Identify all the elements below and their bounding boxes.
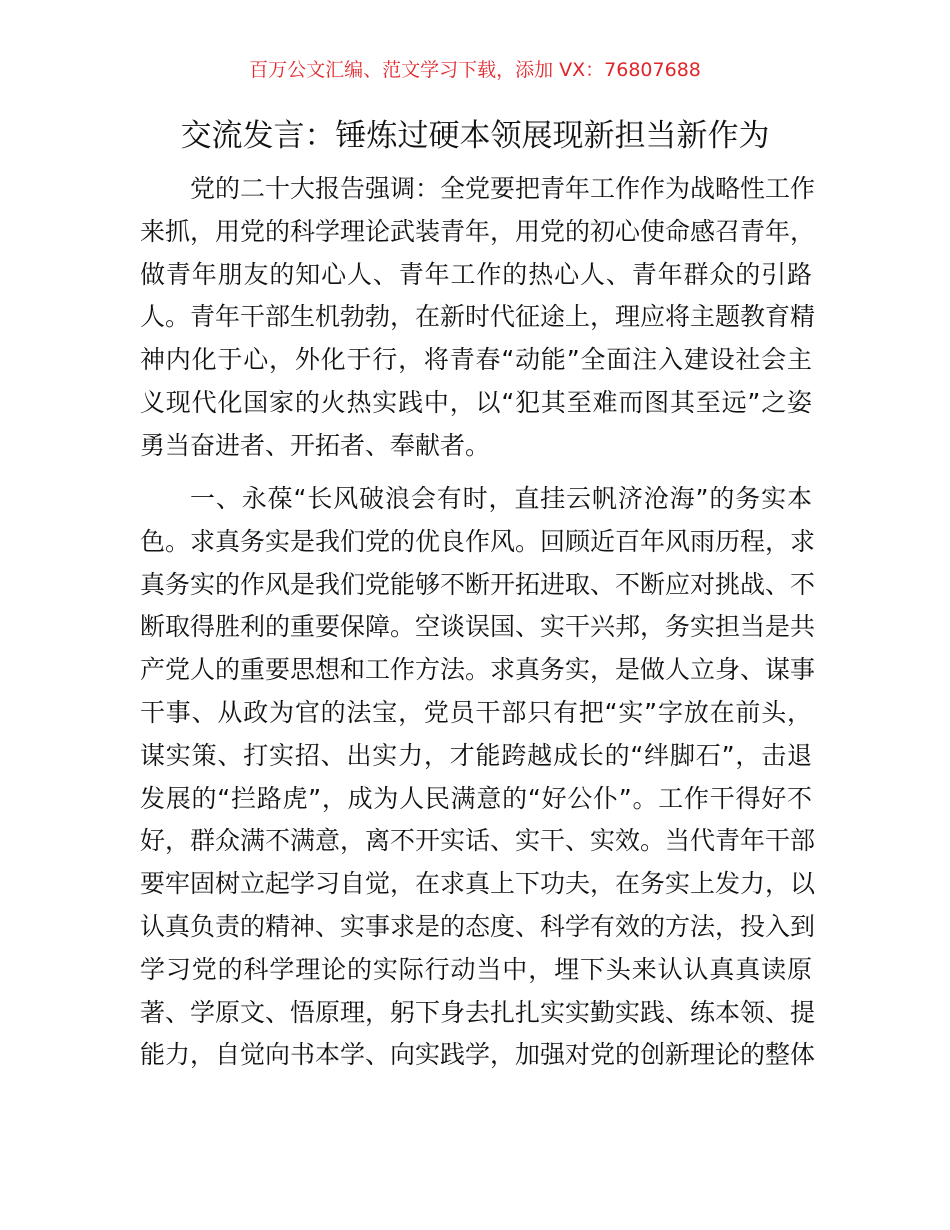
text-line: 义现代化国家的火热实践中，以“犯其至难而图其至远”之姿 — [140, 387, 812, 417]
text-line: 发展的“拦路虎”，成为人民满意的“好公仆”。工作干得好不 — [140, 783, 812, 813]
text-line: 著、学原文、悟原理，躬下身去扎扎实实勤实践、练本领、提 — [140, 997, 816, 1027]
text-line: 能力，自觉向书本学、向实践学，加强对党的创新理论的整体 — [140, 1040, 816, 1070]
document-title: 交流发言：锤炼过硬本领展现新担当新作为 — [180, 118, 770, 154]
text-line: 要牢固树立起学习自觉，在求真上下功夫，在务实上发力，以 — [140, 869, 816, 899]
paragraph-section-one — [140, 478, 816, 1077]
text-line: 做青年朋友的知心人、青年工作的热心人、青年群众的引路 — [140, 259, 812, 289]
text-line: 真务实的作风是我们党能够不断开拓进取、不断应对挑战、不 — [140, 569, 816, 599]
paragraph-intro — [140, 168, 816, 468]
text-line: 一、永葆“长风破浪会有时，直挂云帆济沧海”的务实本 — [190, 484, 812, 513]
watermark-header: 百万公文汇编、范文学习下载，添加 VX：76807688 — [249, 59, 701, 81]
text-line: 色。求真务实是我们党的优良作风。回顾近百年风雨历程，求 — [140, 526, 816, 556]
text-line: 神内化于心，外化于行，将青春“动能”全面注入建设社会主 — [140, 345, 812, 375]
text-line: 谋实策、打实招、出实力，才能跨越成长的“绊脚石”，击退 — [140, 740, 812, 770]
text-line: 党的二十大报告强调：全党要把青年工作作为战略性工作 — [190, 174, 816, 203]
text-line: 学习党的科学理论的实际行动当中，埋下头来认认真真读原 — [140, 954, 812, 984]
text-line: 勇当奋进者、开拓者、奉献者。 — [140, 430, 491, 460]
text-line: 认真负责的精神、实事求是的态度、科学有效的方法，投入到 — [140, 911, 816, 941]
text-line: 干事、从政为官的法宝，党员干部只有把“实”字放在前头， — [140, 697, 812, 727]
text-line: 好，群众满不满意，离不开实话、实干、实效。当代青年干部 — [140, 826, 816, 856]
text-line: 断取得胜利的重要保障。空谈误国、实干兴邦，务实担当是共 — [140, 612, 816, 642]
text-line: 人。青年干部生机勃勃，在新时代征途上，理应将主题教育精 — [140, 302, 816, 332]
text-line: 产党人的重要思想和工作方法。求真务实，是做人立身、谋事 — [140, 655, 816, 685]
text-line: 来抓，用党的科学理论武装青年，用党的初心使命感召青年， — [140, 216, 816, 246]
